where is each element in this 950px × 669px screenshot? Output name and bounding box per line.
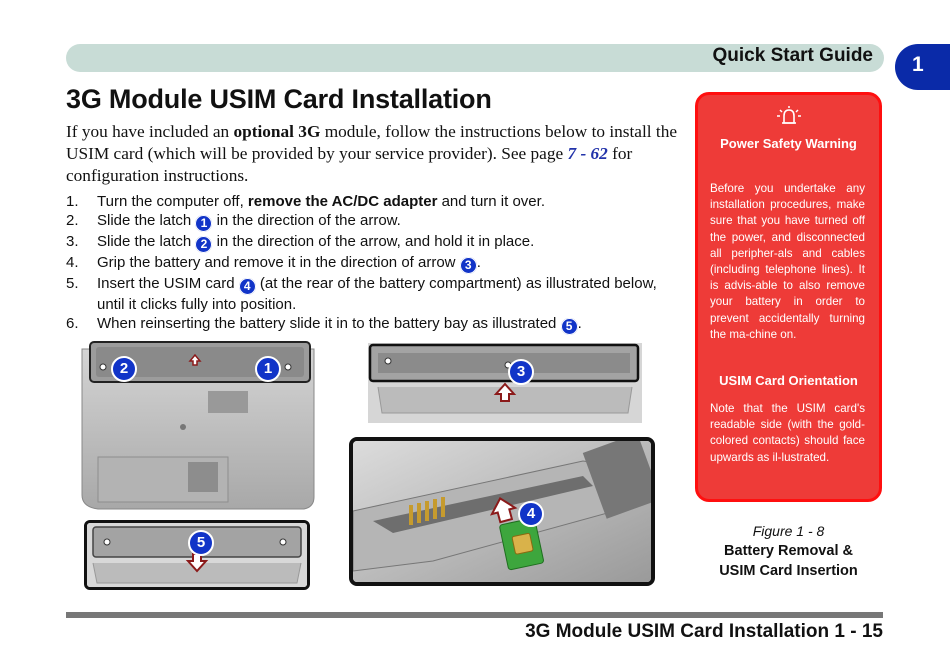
usim-insertion-photo <box>349 437 655 586</box>
usim-insertion-drawing <box>353 441 651 582</box>
warning-text: Before you undertake any installation procedures, make sure that you have turned off the power, and disconnected all peripher-als and cables (including telephone lines). It is advis-able to also remove your battery in order to prevent accidentally turning the ma-chine on. <box>710 182 865 341</box>
figure-caption <box>695 541 882 581</box>
figure-caption-line: USIM Card Insertion <box>719 563 858 579</box>
intro-text-2: module, follow the instructions below to install the USIM card (which will be provided by your service provider). See page <box>66 122 678 163</box>
battery-removal-photo <box>368 343 642 423</box>
step-text: (at the rear of the battery compartment) as illustrated below, until it clicks fully into position. <box>97 275 657 313</box>
instruction-list <box>66 192 686 335</box>
footer-title: 3G Module USIM Card Installation 1 - 15 <box>525 621 883 642</box>
alarm-bell-icon <box>698 105 879 132</box>
figure-label: Figure 1 - 8 <box>752 523 825 539</box>
step-badge: 5 <box>561 318 578 335</box>
step-text: and turn it over. <box>437 193 545 210</box>
step-badge: 2 <box>195 236 212 253</box>
page-reference-link[interactable]: 7 - 62 <box>567 144 608 163</box>
laptop-underside-drawing <box>68 337 320 513</box>
step-text: Insert the USIM card <box>97 275 239 292</box>
step-text: . <box>476 254 481 271</box>
power-safety-warning-box <box>695 92 882 502</box>
step-number: 1. <box>66 193 79 210</box>
step-number: 2. <box>66 212 79 229</box>
list-item <box>66 274 686 314</box>
step-badge: 4 <box>239 278 256 295</box>
header-title: Quick Start Guide <box>712 45 873 66</box>
warning-title: Power Safety Warning <box>720 136 857 151</box>
step-number: 4. <box>66 254 79 271</box>
step-text: Grip the battery and remove it in the direction of arrow <box>97 254 460 271</box>
intro-paragraph <box>66 121 686 187</box>
figure-caption-line: Battery Removal & <box>724 543 853 559</box>
step-text: Slide the latch <box>97 212 196 229</box>
battery-removal-drawing <box>368 343 642 423</box>
step-text: in the direction of the arrow. <box>212 212 401 229</box>
latch-1-badge: 1 <box>255 356 281 382</box>
battery-reinsertion-photo <box>84 520 310 590</box>
usim-orientation-text: Note that the USIM card's readable side (with the gold-colored contacts) should face upwards as il-lustrated. <box>710 402 865 464</box>
step-number: 6. <box>66 315 79 332</box>
step-text: Turn the computer off, <box>97 193 248 210</box>
list-item <box>66 232 686 253</box>
step-number: 3. <box>66 233 79 250</box>
list-item <box>66 314 686 335</box>
laptop-underside-photo <box>68 337 320 513</box>
step-badge: 3 <box>460 257 477 274</box>
intro-bold: optional 3G <box>233 122 321 141</box>
latch-2-badge: 2 <box>111 356 137 382</box>
step-text: When reinserting the battery slide it in to the battery bay as illustrated <box>97 315 561 332</box>
step-bold: remove the AC/DC adapter <box>247 193 438 210</box>
intro-text-1: If you have included an <box>66 122 234 141</box>
list-item <box>66 253 686 274</box>
step-number: 5. <box>66 275 79 292</box>
usim-orientation-title: USIM Card Orientation <box>719 373 858 388</box>
reinsert-arrow-badge: 5 <box>188 530 214 556</box>
footer-bar <box>66 612 883 618</box>
step-text: Slide the latch <box>97 233 196 250</box>
list-item <box>66 192 686 211</box>
chapter-number: 1 <box>912 53 924 76</box>
intro-text-3: for configuration instructions. <box>66 144 633 185</box>
list-item <box>66 211 686 232</box>
step-badge: 1 <box>195 215 212 232</box>
step-text: in the direction of the arrow, and hold it in place. <box>212 233 535 250</box>
remove-arrow-badge: 3 <box>508 359 534 385</box>
page-title: 3G Module USIM Card Installation <box>66 84 492 114</box>
usim-card-badge: 4 <box>518 501 544 527</box>
step-text: . <box>577 315 582 332</box>
